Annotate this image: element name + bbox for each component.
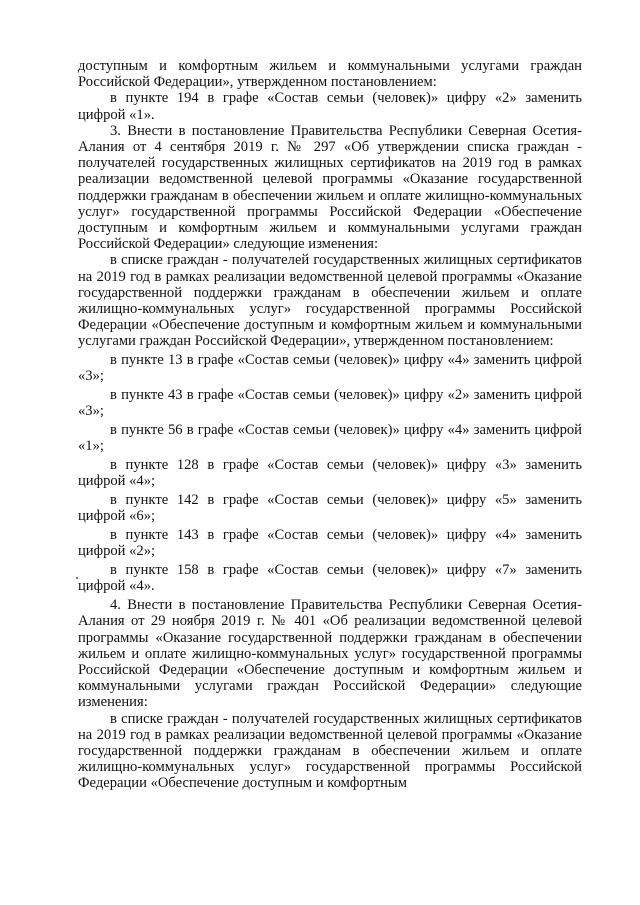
- paragraph-item-128: в пункте 128 в графе «Состав семьи (человек)» цифру «3» заменить цифрой «4»;: [78, 457, 582, 490]
- paragraph-item-13: в пункте 13 в графе «Состав семьи (человек)» цифру «4» заменить цифрой «3»;: [78, 352, 582, 385]
- paragraph-continuation: доступным и комфортным жильем и коммунальными услугами граждан Российской Федерации», утвержденном постановлением:: [78, 58, 582, 91]
- scan-speck: [76, 577, 78, 579]
- paragraph-item-194: в пункте 194 в графе «Состав семьи (человек)» цифру «2» заменить цифрой «1».: [78, 90, 582, 123]
- paragraph-item-56: в пункте 56 в графе «Состав семьи (человек)» цифру «4» заменить цифрой «1»;: [78, 422, 582, 455]
- paragraph-item-142: в пункте 142 в графе «Состав семьи (человек)» цифру «5» заменить цифрой «6»;: [78, 492, 582, 525]
- paragraph-item-143: в пункте 143 в графе «Состав семьи (человек)» цифру «4» заменить цифрой «2»;: [78, 527, 582, 560]
- paragraph-list-intro-2: в списке граждан - получателей государственных жилищных сертификатов на 2019 год в рамках реализации ведомственной целевой программы «Оказание государственной поддержки гражданам в обеспечении жильем и оплате жилищно-коммунальных услуг» государственной программы Российской Федерации «Обеспечение доступным и комфортным: [78, 710, 582, 792]
- paragraph-section-4: 4. Внести в постановление Правительства Республики Северная Осетия-Алания от 29 ноября 2019 г. № 401 «Об реализации ведомственной целевой программы «Оказание государственной поддержки гражданам в обеспечении жильем и оплате жилищно-коммунальных услуг» государственной программы Российской Федерации «Обеспечение доступным и комфортным жильем и коммунальными услугами граждан Российской Федерации» следующие изменения:: [78, 597, 582, 711]
- paragraph-list-intro: в списке граждан - получателей государственных жилищных сертификатов на 2019 год в рамках реализации ведомственной целевой программы «Оказание государственной поддержки гражданам в обеспечении жильем и оплате жилищно-коммунальных услуг» государственной программы Российской Федерации «Обеспечение доступным и комфортным жильем и коммунальными услугами граждан Российской Федерации», утвержденном постановлением:: [78, 252, 582, 350]
- paragraph-item-43: в пункте 43 в графе «Состав семьи (человек)» цифру «2» заменить цифрой «3»;: [78, 387, 582, 420]
- document-page: [78, 58, 582, 792]
- paragraph-item-158: в пункте 158 в графе «Состав семьи (человек)» цифру «7» заменить цифрой «4».: [78, 562, 582, 595]
- paragraph-section-3: 3. Внести в постановление Правительства Республики Северная Осетия-Алания от 4 сентября 2019 г. № 297 «Об утверждении списка граждан - получателей государственных жилищных сертификатов на 2019 год в рамках реализации ведомственной целевой программы «Оказание государственной поддержки гражданам в обеспечении жильем и оплате жилищно-коммунальных услуг» государственной программы Российской Федерации «Обеспечение доступным и комфортным жильем и коммунальными услугами граждан Российской Федерации» следующие изменения:: [78, 122, 582, 253]
